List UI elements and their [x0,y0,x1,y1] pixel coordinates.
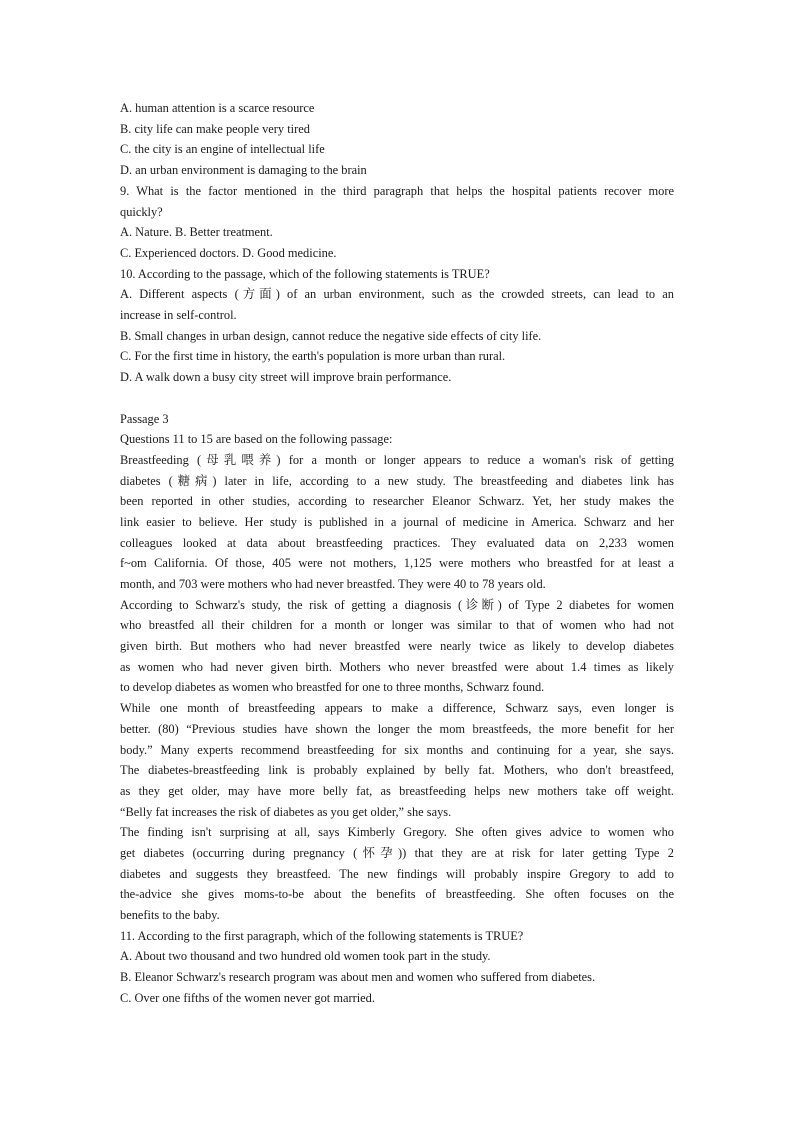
text-line: B. city life can make people very tired [120,121,310,136]
question-9: 9. What is the factor mentioned in the third paragraph that helps the hospital patients recover more [120,183,674,198]
text-line: benefits to the baby. [120,908,220,923]
text-line: colleagues looked at data about breastfeeding practices. They evaluated data on 2,233 women [120,535,674,550]
text-line: D. A walk down a busy city street will improve brain performance. [120,370,452,385]
text-line: quickly? [120,204,163,219]
question-10: 10. According to the passage, which of the following statements is TRUE? [120,266,490,281]
text-line: body.” Many experts recommend breastfeeding for six months and continuing for a year, she says. [120,742,674,757]
text-line: A. human attention is a scarce resource [120,101,315,115]
passage-heading: Passage 3 [120,411,169,426]
text-line: A. Nature. B. Better treatment. [120,225,273,240]
text-line: given birth. But mothers who had never breastfed were nearly twice as likely to develop diabetes [120,639,674,654]
text-line: C. the city is an engine of intellectual life [120,142,325,157]
text-line: Questions 11 to 15 are based on the following passage: [120,432,393,447]
text-line: The finding isn't surprising at all, says Kimberly Gregory. She often gives advice to women who [120,825,674,840]
text-line: month, and 703 were mothers who had never breastfed. They were 40 to 78 years old. [120,577,546,592]
text-line: A. Different aspects (方面) of an urban environment, such as the crowded streets, can lead to an [120,287,674,302]
text-line: While one month of breastfeeding appears to make a difference, Schwarz says, even longer is [120,701,674,716]
text-line: diabetes and suggests they breastfeed. The new findings will probably inspire Gregory to add to [120,866,674,881]
text-line: as women who had never given birth. Mothers who never breastfed were about 1.4 times as likely [120,659,674,674]
text-line: to develop diabetes as women who breastfed for one to three months, Schwarz found. [120,680,545,695]
text-line: B. Small changes in urban design, cannot reduce the negative side effects of city life. [120,328,542,343]
text-line: C. Over one fifths of the women never got married. [120,990,375,1005]
text-line: A. About two thousand and two hundred old women took part in the study. [120,949,491,964]
text-line: “Belly fat increases the risk of diabetes as you get older,” she says. [120,804,452,819]
document-page [120,98,674,1009]
text-line: C. For the first time in history, the earth's population is more urban than rural. [120,349,506,364]
blank-line [120,388,674,409]
text-line: f~om California. Of those, 405 were not mothers, 1,125 were mothers who breastfed for at least a [120,556,674,571]
text-line: Breastfeeding (母乳喂养) for a month or longer appears to reduce a woman's risk of getting [120,452,674,467]
text-line: link easier to believe. Her study is published in a journal of medicine in America. Schwarz and her [120,514,674,529]
question-11: 11. According to the first paragraph, which of the following statements is TRUE? [120,928,524,943]
text-line: better. (80) “Previous studies have shown the longer the mom breastfeeds, the more benefit for her [120,721,674,736]
text-line: B. Eleanor Schwarz's research program was about men and women who suffered from diabetes. [120,970,596,985]
text-line: D. an urban environment is damaging to the brain [120,163,367,178]
text-line: The diabetes-breastfeeding link is probably explained by belly fat. Mothers, who don't breastfeed, [120,763,674,778]
text-line: increase in self-control. [120,308,237,322]
text-line: According to Schwarz's study, the risk of getting a diagnosis (诊断) of Type 2 diabetes for women [120,597,674,612]
text-line: been reported in other studies, according to researcher Eleanor Schwarz. Yet, her study makes the [120,494,674,509]
text-line: C. Experienced doctors. D. Good medicine. [120,245,337,260]
text-line: who breastfed all their children for a month or longer was similar to that of women who had not [120,618,674,633]
text-line: diabetes (糖病) later in life, according to a new study. The breastfeeding and diabetes link has [120,473,674,488]
text-line: get diabetes (occurring during pregnancy (怀孕)) that they are at risk for later getting Type 2 [120,846,674,861]
text-line: as they get older, may have more belly fat, as breastfeeding helps new mothers take off weight. [120,783,674,798]
text-line: the-advice she gives moms-to-be about the benefits of breastfeeding. She often focuses on the [120,887,674,902]
